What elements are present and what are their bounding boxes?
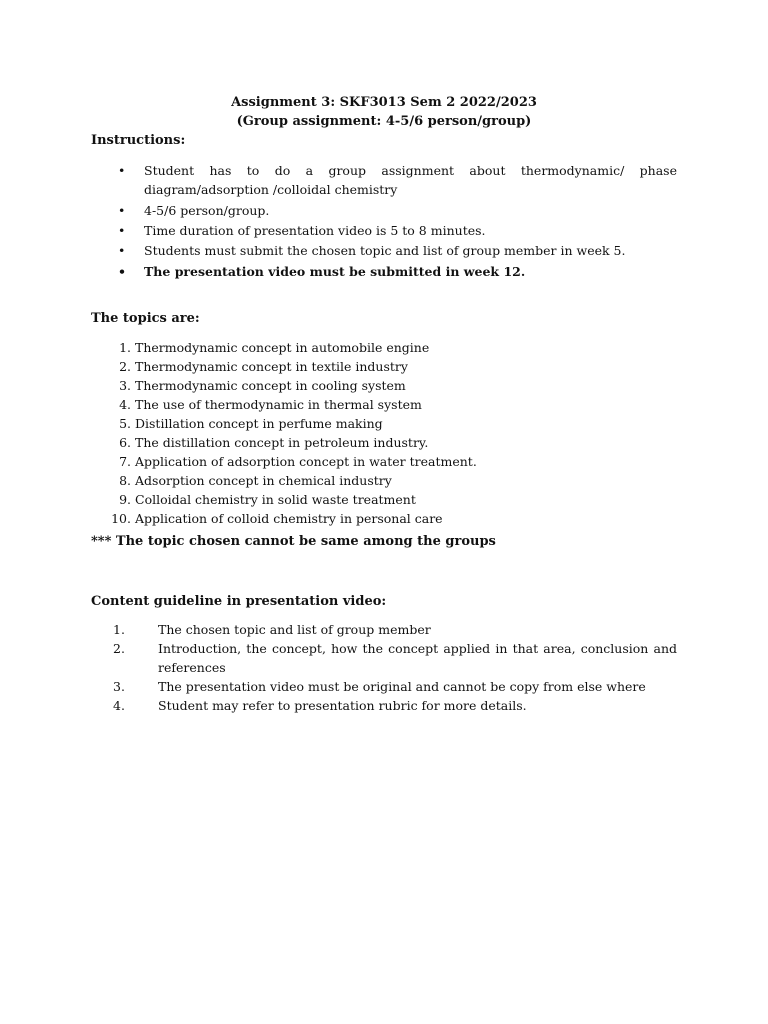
list-item: 4. The use of thermodynamic in thermal system	[119, 397, 422, 412]
list-item: 10. Application of colloid chemistry in personal care	[111, 511, 443, 526]
assignment-title: Assignment 3: SKF3013 Sem 2 2022/2023	[231, 95, 537, 110]
list-item: 6. The distillation concept in petroleum industry.	[119, 435, 429, 450]
list-item: 1. Thermodynamic concept in automobile engine	[119, 340, 430, 355]
list-item: 2. Thermodynamic concept in textile industry	[119, 359, 408, 374]
topic-note: *** The topic chosen cannot be same among the groups	[91, 534, 496, 549]
guideline-heading: Content guideline in presentation video:	[91, 594, 387, 609]
list-item: 9. Colloidal chemistry in solid waste treatment	[119, 492, 416, 507]
bullet-icon: •	[118, 223, 126, 238]
list-item: 2. Introduction, the concept, how the concept applied in that area, conclusion and references	[113, 641, 677, 675]
title-block	[0, 93, 768, 131]
instructions-list	[91, 161, 677, 281]
instructions-heading: Instructions:	[91, 133, 186, 148]
topics-list	[91, 338, 677, 528]
list-item: • The presentation video must be submitted in week 12.	[118, 264, 526, 279]
bullet-icon: •	[118, 264, 126, 279]
bullet-icon: •	[118, 243, 126, 258]
list-item: 7. Application of adsorption concept in water treatment.	[119, 454, 477, 469]
list-item: 8. Adsorption concept in chemical industry	[119, 473, 392, 488]
assignment-subtitle: (Group assignment: 4-5/6 person/group)	[236, 114, 532, 129]
list-item: • Time duration of presentation video is 5 to 8 minutes.	[118, 223, 486, 238]
list-item: • 4-5/6 person/group.	[118, 203, 270, 218]
list-item: • Students must submit the chosen topic and list of group member in week 5.	[118, 243, 626, 258]
bullet-icon: •	[118, 163, 126, 178]
topics-heading: The topics are:	[91, 311, 200, 326]
list-item: 3. Thermodynamic concept in cooling system	[119, 378, 406, 393]
bullet-icon: •	[118, 203, 126, 218]
list-item: 5. Distillation concept in perfume making	[119, 416, 383, 431]
list-item: 3. The presentation video must be original and cannot be copy from else where	[113, 679, 646, 694]
guideline-list	[91, 620, 677, 715]
list-item: 1. The chosen topic and list of group member	[113, 622, 431, 637]
list-item: • Student has to do a group assignment about thermodynamic/ phase diagram/adsorption /colloidal chemistry	[118, 163, 677, 197]
list-item: 4. Student may refer to presentation rubric for more details.	[113, 698, 527, 713]
